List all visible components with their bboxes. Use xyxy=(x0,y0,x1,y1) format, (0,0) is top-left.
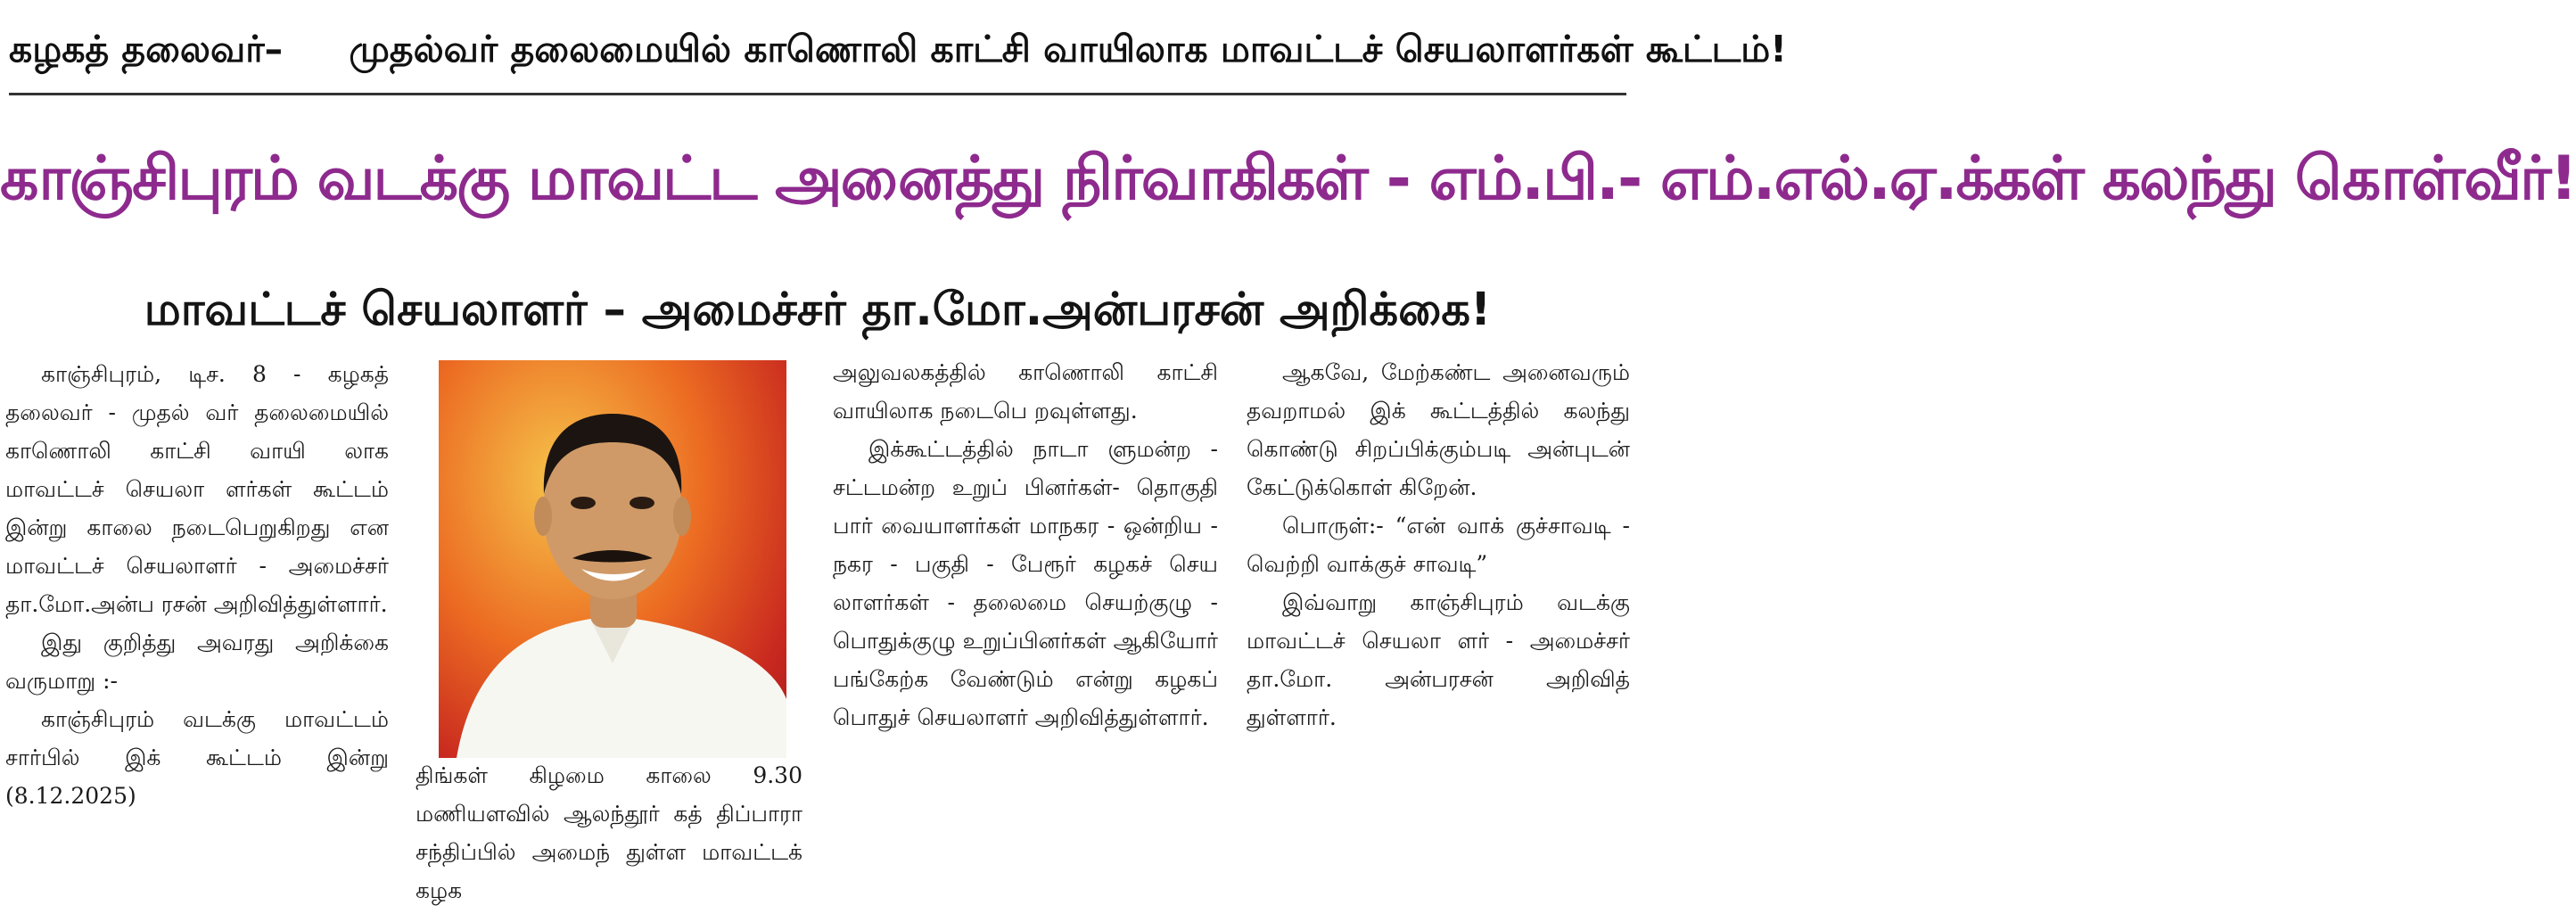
paragraph: இது குறித்து அவரது அறிக்கை வருமாறு :- xyxy=(5,630,389,694)
article-column-4 xyxy=(1247,353,1630,922)
photo-caption xyxy=(416,756,802,922)
kicker-label: கழகத் தலைவர்– xyxy=(9,28,284,70)
main-headline: காஞ்சிபுரம் வடக்கு மாவட்ட அனைத்து நிர்வாகிகள் - எம்.பி.- எம்.எல்.ஏ.க்கள் கலந்து கொள்வீர்! xyxy=(0,144,2576,214)
portrait-photo xyxy=(439,360,786,758)
caption-text: திங்கள் கிழமை காலை 9.30 மணியளவில் ஆலந்தூர் கத் திப்பாரா சந்திப்பில் அமைந் துள்ள மாவட்டக் கழக xyxy=(416,762,802,903)
kicker-text: முதல்வர் தலைமையில் காணொலி காட்சி வாயிலாக மாவட்டச் செயலாளர்கள் கூட்டம்! xyxy=(349,28,1787,70)
portrait-illustration xyxy=(439,360,786,758)
paragraph: அலுவலகத்தில் காணொலி காட்சி வாயிலாக நடைபெ றவுள்ளது. xyxy=(833,359,1218,424)
paragraph: பொருள்:- “என் வாக் குச்சாவடி - வெற்றி வாக்குச் சாவடி” xyxy=(1247,513,1630,577)
paragraph: காஞ்சிபுரம், டிச. 8 - கழகத் தலைவர் - முதல் வர் தலைமையில் காணொலி காட்சி வாயி லாக மாவட்டச் செயலா ளர்கள் கூட்டம் இன்று காலை நடைபெறுகிறது என மாவட்டச் செயலாளர் - அமைச்சர் தா.மோ.அன்ப ரசன் அறிவித்துள்ளார். xyxy=(5,361,389,617)
kicker-line xyxy=(9,20,1787,78)
paragraph: இவ்வாறு காஞ்சிபுரம் வடக்கு மாவட்டச் செயலா ளர் - அமைச்சர் தா.மோ. அன்பரசன் அறிவித் துள்ளார். xyxy=(1247,589,1630,730)
sub-headline: மாவட்டச் செயலாளர் – அமைச்சர் தா.மோ.அன்பரசன் அறிக்கை! xyxy=(144,284,1492,336)
paragraph: காஞ்சிபுரம் வடக்கு மாவட்டம் சார்பில் இக் கூட்டம் இன்று (8.12.2025) xyxy=(5,706,389,809)
paragraph: இக்கூட்டத்தில் நாடா ளுமன்ற - சட்டமன்ற உறுப் பினர்கள்- தொகுதி பார் வையாளர்கள் மாநகர - ஒன்றிய - நகர - பகுதி - பேரூர் கழகச் செய லாளர்கள் - தலைமை செயற்குழு - பொதுக்குழு உறுப்பினர்கள் ஆகியோர் பங்கேற்க வேண்டும் என்று கழகப் பொதுச் செயலாளர் அறிவித்துள்ளார். xyxy=(833,436,1218,730)
paragraph: ஆகவே, மேற்கண்ட அனைவரும் தவறாமல் இக் கூட்டத்தில் கலந்து கொண்டு சிறப்பிக்கும்படி அன்புடன் கேட்டுக்கொள் கிறேன். xyxy=(1247,359,1630,500)
kicker-divider xyxy=(9,93,1626,95)
article-column-1 xyxy=(5,355,389,922)
article-column-3 xyxy=(833,353,1218,922)
